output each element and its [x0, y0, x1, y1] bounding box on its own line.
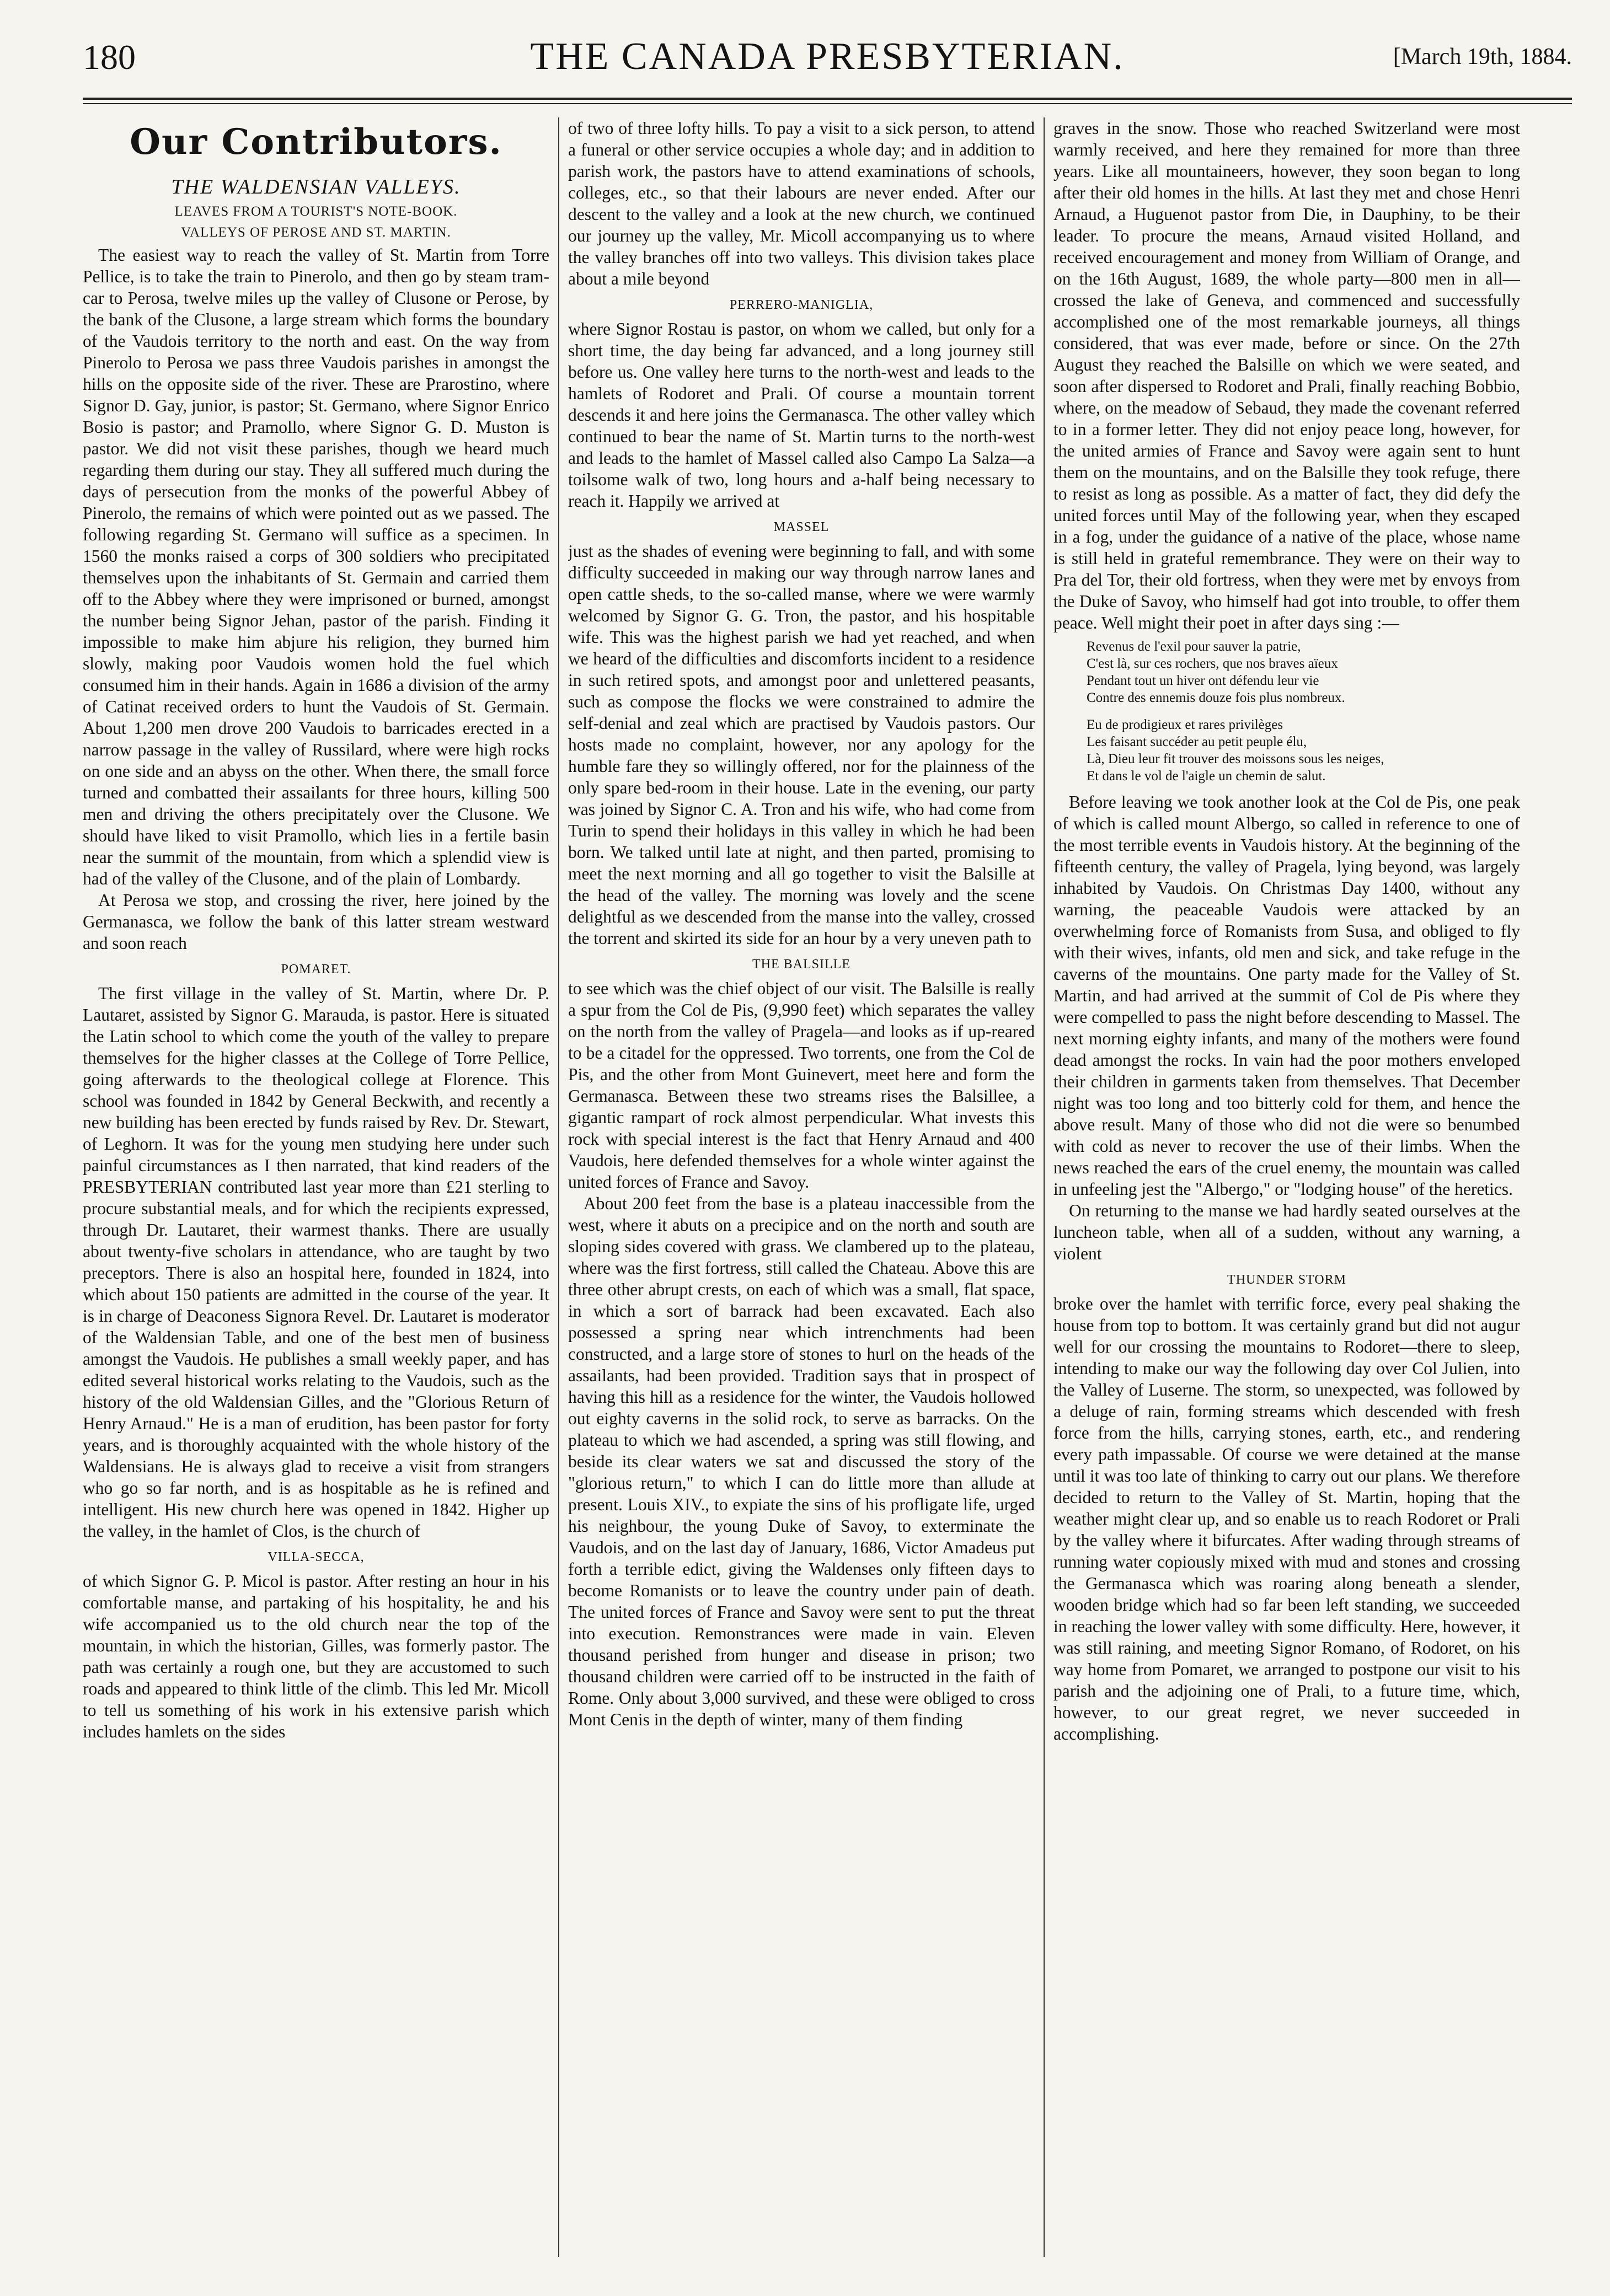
page-number: 180: [83, 37, 136, 77]
verse-line: Contre des ennemis douze fois plus nombreux.: [1087, 690, 1345, 705]
paragraph: graves in the snow. Those who reached Switzerland were most warmly received, and here they remained for more than three years. Like all mountaineers, however, they soon began to long after their old homes in the hills. At last they met and chose Henri Arnaud, a Huguenot pastor from Die, in Dauphiny, to be their leader. To procure the means, Arnaud visited Holland, and received encouragement and money from William of Orange, and on the 16th August, 1689, the whole party—800 men in all—crossed the lake of Geneva, and commenced and successfully accomplished one of the most remarkable journeys, all things considered, that was ever made, before or since. On the 27th August they reached the Balsille on which we were seated, and soon after dispersed to Rodoret and Prali, finally reaching Bobbio, where, on the meadow of Sebaud, they made the covenant referred to in a former letter. They did not enjoy peace long, however, for the united armies of France and Savoy were again sent to hunt them on the mountains, and on the Balsille they took refuge, there to resist as long as possible. As a matter of fact, they did defy the united forces until May of the following year, when they escaped in a fog, under the guidance of a native of the place, whose name is still held in grateful remembrance. They were on their way to Pra del Tor, their old fortress, when they were met by envoys from the Duke of Savoy, who himself had got into trouble, to offer them peace. Well might their poet in after days sing :—: [1053, 119, 1520, 632]
department-heading: Our Contributors.: [130, 121, 502, 163]
paragraph: of which Signor G. P. Micol is pastor. After resting an hour in his comfortable manse, and partaking of his hospitality, he and his wife accompanied us to the old church near the top of the mountain, in which the historian, Gilles, was formerly pastor. The path was certainly a rough one, but they are accustomed to such roads and appeared to think little of the climb. This led Mr. Micoll to tell us something of his work in his extensive parish which includes hamlets on the sides: [83, 1571, 549, 1741]
article-title: THE WALDENSIAN VALLEYS.: [171, 175, 461, 199]
paragraph: The first village in the valley of St. Martin, where Dr. P. Lautaret, assisted by Signor G. Marauda, is pastor. Here is situated the Latin school to which come the youth of the valley to prepare themselves for the higher classes at the College of Torre Pellice, going afterwards to the theological college at Florence. This school was founded in 1842 by General Beckwith, and recently a new building has been erected by funds raised by Rev. Dr. Stewart, of Leghorn. It was for the young men studying here under such painful circumstances as I then narrated, that kind readers of the PRESBYTERIAN contributed last year more than £21 sterling to procure substantial meals, and for which the recipients expressed, through Dr. Lautaret, their warmest thanks. There are usually about twenty-five scholars in attendance, who are taught by two preceptors. There is also an hospital here, founded in 1824, into which about 150 patients are admitted in the course of the year. It is in charge of Deaconess Signora Revel. Dr. Lautaret is moderator of the Waldensian Table, and one of the best men of business amongst the Vaudois. He publishes a small weekly paper, and has edited several historical works relating to the Vaudois, such as the history of the old Waldensian Gilles, and the "Glorious Return of Henry Arnaud." He is a man of erudition, has been pastor for forty years, and is thoroughly acquainted with the whole history of the Waldensians. He is always glad to receive a visit from strangers who go so far north, and is as hospitable as he is refined and intelligent. His new church here was opened in 1842. Higher up the valley, in the hamlet of Clos, is the church of: [83, 984, 549, 1541]
paragraph: The easiest way to reach the valley of St. Martin from Torre Pellice, is to take the train to Pinerolo, and then go by steam tram-car to Perosa, twelve miles up the valley of Clusone or Perose, by the bank of the Clusone, a large stream which forms the boundary of the Vaudois territory to the north and east. On the way from Pinerolo to Perosa we pass three Vaudois parishes in amongst the hills on the opposite side of the river. These are Prarostino, where Signor D. Gay, junior, is pastor; St. Germano, where Signor Enrico Bosio is pastor; and Pramollo, where Signor G. D. Muston is pastor. We did not visit these parishes, though we heard much regarding them during our stay. They all suffered much during the days of persecution from the monks of the powerful Abbey of Pinerolo, the remains of which were pointed out as we passed. The following regarding St. Germano will suffice as a specimen. In 1560 the monks raised a corps of 300 soldiers who precipitated themselves upon the inhabitants of St. Germain and carried them off to the Abbey where they were imprisoned or burned, amongst the number being Signor Jehan, pastor of the parish. Finding it impossible to make him abjure his religion, they burned him slowly, making poor Vaudois women hold the fuel which consumed him in their hands. Again in 1686 a division of the army of Catinat received orders to hunt the Vaudois of St. Germain. About 1,200 men drove 200 Vaudois to barricades erected in a narrow passage in the valley of Russilard, where were high rocks on one side and an abyss on the other. When there, the small force turned and combatted their assailants for three hours, killing 500 men and driving the others precipitately over the Clusone. We should have liked to visit Pramollo, which lies in a fertile basin near the summit of the mountain, from which a splendid view is had of the valley of the Clusone, and of the plain of Lombardy.: [83, 245, 549, 888]
column-divider: [1044, 117, 1045, 2257]
paragraph: broke over the hamlet with terrific force, every peal shaking the house from top to bottom. It was certainly grand but did not augur well for our crossing the mountains to Rodoret—there to sleep, intending to make our way the following day over Col Julien, into the Valley of Luserne. The storm, so unexpected, was followed by a deluge of rain, forming streams which descended with fresh force from the hills, carrying stones, earth, etc., and rendering every path impassable. Of course we were detained at the manse until it was too late of thinking to carry out our plans. We therefore decided to return to the Valley of St. Martin, hoping that the weather might clear up, and so enable us to reach Rodoret or Prali by the valley where it bifurcates. After wading through streams of running water copiously mixed with mud and stones and crossing the Germanasca which was roaring along beneath a slender, wooden bridge which had so far been left standing, we succeeded in reaching the lower valley with some difficulty. Here, however, it was still raining, and meeting Signor Romano, of Rodoret, on his way home from Pomaret, we arranged to postpone our visit to his parish and the adjoining one of Prali, to a future time, which, however, to our great regret, we never succeeded in accomplishing.: [1053, 1294, 1520, 1744]
section-heading: VALLEYS OF PEROSE AND ST. MARTIN.: [181, 225, 451, 240]
masthead-rule: [83, 98, 1572, 100]
masthead-rule-thin: [83, 103, 1572, 104]
paper-title: THE CANADA PRESBYTERIAN.: [530, 35, 1125, 78]
subheading-thunder-storm: THUNDER STORM: [1227, 1273, 1346, 1287]
newspaper-page: [83, 25, 1572, 2274]
issue-date: [March 19th, 1884.: [1393, 44, 1572, 69]
paragraph: just as the shades of evening were beginning to fall, and with some difficulty succeeded in making our way through narrow lanes and open cattle sheds, to the so-called manse, where we were warmly welcomed by Signor G. G. Tron, the pastor, and his hospitable wife. This was the highest parish we had yet reached, and when we heard of the difficulties and discomforts incident to a residence in such retired spots, and amongst poor and unlettered peasants, such as compose the flocks we were constrained to admire the self-denial and zeal which are practised by Vaudois pastors. Our hosts made no complaint, however, nor any apology for the humble fare they so willingly offered, nor for the plainness of the only spare bed-room in their house. Late in the evening, our party was joined by Signor C. A. Tron and his wife, who had come from Turin to spend their holidays in this valley in which he had been born. We talked until late at night, and then parted, promising to meet the next morning and all go together to visit the Balsille at the head of the valley. The morning was lovely and the scene delightful as we descended from the manse into the valley, crossed the torrent and skirted its side for an hour by a very uneven path to: [568, 541, 1035, 948]
subheading-villa-secca: VILLA-SECCA,: [268, 1550, 365, 1564]
paragraph: to see which was the chief object of our visit. The Balsille is really a spur from the Col de Pis, (9,990 feet) which separates the valley on the north from the valley of Pragela—and looks as if up-reared to be a citadel for the oppressed. Two torrents, one from the Col de Pis, and the other from Mont Guinevert, meet here and form the Germanasca. Between these two streams rises the Balsillee, a gigantic rampart of rock almost perpendicular. What invests this rock with special interest is the fact that Henry Arnaud and 400 Vaudois, here defended themselves for a whole winter against the united forces of France and Savoy.: [568, 979, 1035, 1192]
paragraph: Before leaving we took another look at the Col de Pis, one peak of which is called mount Albergo, so called in reference to one of the most terrible events in Vaudois history. At the beginning of the fifteenth century, the valley of Pragela, lying beyond, was largely inhabited by Vaudois. On Christmas Day 1400, without any warning, the peaceable Vaudois were attacked by an overwhelming force of Romanists from Susa, and obliged to fly with their wives, infants, old men and sick, and take refuge in the caverns of the mountains. One party made for the Valley of St. Martin, and had arrived at the summit of Col de Pis where they were compelled to pass the night before descending to Massel. The next morning eighty infants, and many of the mothers were found dead amongst the rocks. In vain had the poor mothers enveloped their children in garments taken from themselves. That December night was too long and too bitterly cold for them, and hence the above result. Many of those who did not die were so benumbed with cold as never to recover the use of their limbs. When the news reached the ears of the cruel enemy, the mountain was called in unfeeling jest the "Albergo," or "lodging house" of the heretics.: [1053, 792, 1520, 1199]
masthead: [83, 25, 1572, 91]
subheading-perrero-maniglia: PERRERO-MANIGLIA,: [729, 298, 874, 312]
column-2: [568, 117, 1035, 2262]
verse-line: Eu de prodigieux et rares privilèges: [1087, 717, 1283, 732]
article-subtitle: LEAVES FROM A TOURIST'S NOTE-BOOK.: [174, 204, 458, 219]
verse-line: C'est là, sur ces rochers, que nos braves aïeux: [1087, 656, 1338, 671]
verse-line: Les faisant succéder au petit peuple élu,: [1087, 734, 1307, 749]
french-verse: [1087, 638, 1520, 785]
verse-line: Pendant tout un hiver ont défendu leur vie: [1087, 673, 1319, 688]
paragraph: About 200 feet from the base is a plateau inaccessible from the west, where it abuts on a precipice and on the north and south are sloping sides covered with grass. We clambered up to the plateau, where was the first fortress, still called the Chateau. Above this are three other abrupt crests, on each of which was a small, flat space, in which a sort of barrack had been excavated. Each also possessed a spring near which intrenchments had been constructed, and a large store of stones to hurl on the heads of the assailants, had been provided. Tradition says that in prospect of having this hill as a residence for the winter, the Vaudois hollowed out eighty caverns in the solid rock, to serve as barracks. On the plateau to which we had ascended, a spring was still flowing, and beside its clear waters we sat and discussed the story of the "glorious return," to which I can do little more than allude at present. Louis XIV., to expiate the sins of his profligate life, urged his neighbour, the young Duke of Savoy, to exterminate the Vaudois, and on the last day of January, 1686, Victor Amadeus put forth a terrible edict, giving the Waldenses only fifteen days to become Romanists or to leave the country under pain of death. The united forces of France and Savoy were sent to put the threat into execution. Remonstrances were made in vain. Eleven thousand perished from hunger and disease in prison; two thousand children were carried off to be instructed in the faith of Rome. Only about 3,000 survived, and these were obliged to cross Mont Cenis in the depth of winter, many of them finding: [568, 1194, 1035, 1729]
paragraph: On returning to the manse we had hardly seated ourselves at the luncheon table, when all of a sudden, without any warning, a violent: [1053, 1201, 1520, 1263]
column-3: [1053, 117, 1520, 2262]
subheading-balsille: THE BALSILLE: [752, 957, 851, 972]
paragraph: of two of three lofty hills. To pay a visit to a sick person, to attend a funeral or other service occupies a whole day; and in addition to parish work, the pastors have to attend examinations of schools, colleges, etc., so that their labours are never ended. After our descent to the valley and a look at the new church, we continued our journey up the valley, Mr. Micoll accompanying us to where the valley branches off into two valleys. This division takes place about a mile beyond: [568, 119, 1035, 288]
verse-line: Là, Dieu leur fit trouver des moissons sous les neiges,: [1087, 752, 1384, 766]
paragraph: At Perosa we stop, and crossing the river, here joined by the Germanasca, we follow the bank of this latter stream westward and soon reach: [83, 890, 549, 953]
stanza-break: [1087, 706, 1520, 716]
verse-line: Revenus de l'exil pour sauver la patrie,: [1087, 639, 1301, 654]
subheading-pomaret: POMARET.: [281, 962, 351, 977]
subheading-massel: MASSEL: [773, 520, 830, 534]
column-divider: [558, 117, 559, 2257]
verse-line: Et dans le vol de l'aigle un chemin de salut.: [1087, 769, 1326, 784]
paragraph: where Signor Rostau is pastor, on whom we called, but only for a short time, the day being far advanced, and a long journey still before us. One valley here turns to the north-west and leads to the hamlets of Rodoret and Prali. Of course a mountain torrent descends it and here joins the Germanasca. The other valley which continued to bear the name of St. Martin turns to the north-west and leads to the hamlet of Massel called also Campo La Salza—a toilsome walk of two, long hours and a-half being necessary to reach it. Happily we arrived at: [568, 319, 1035, 511]
column-1: [83, 117, 549, 2262]
